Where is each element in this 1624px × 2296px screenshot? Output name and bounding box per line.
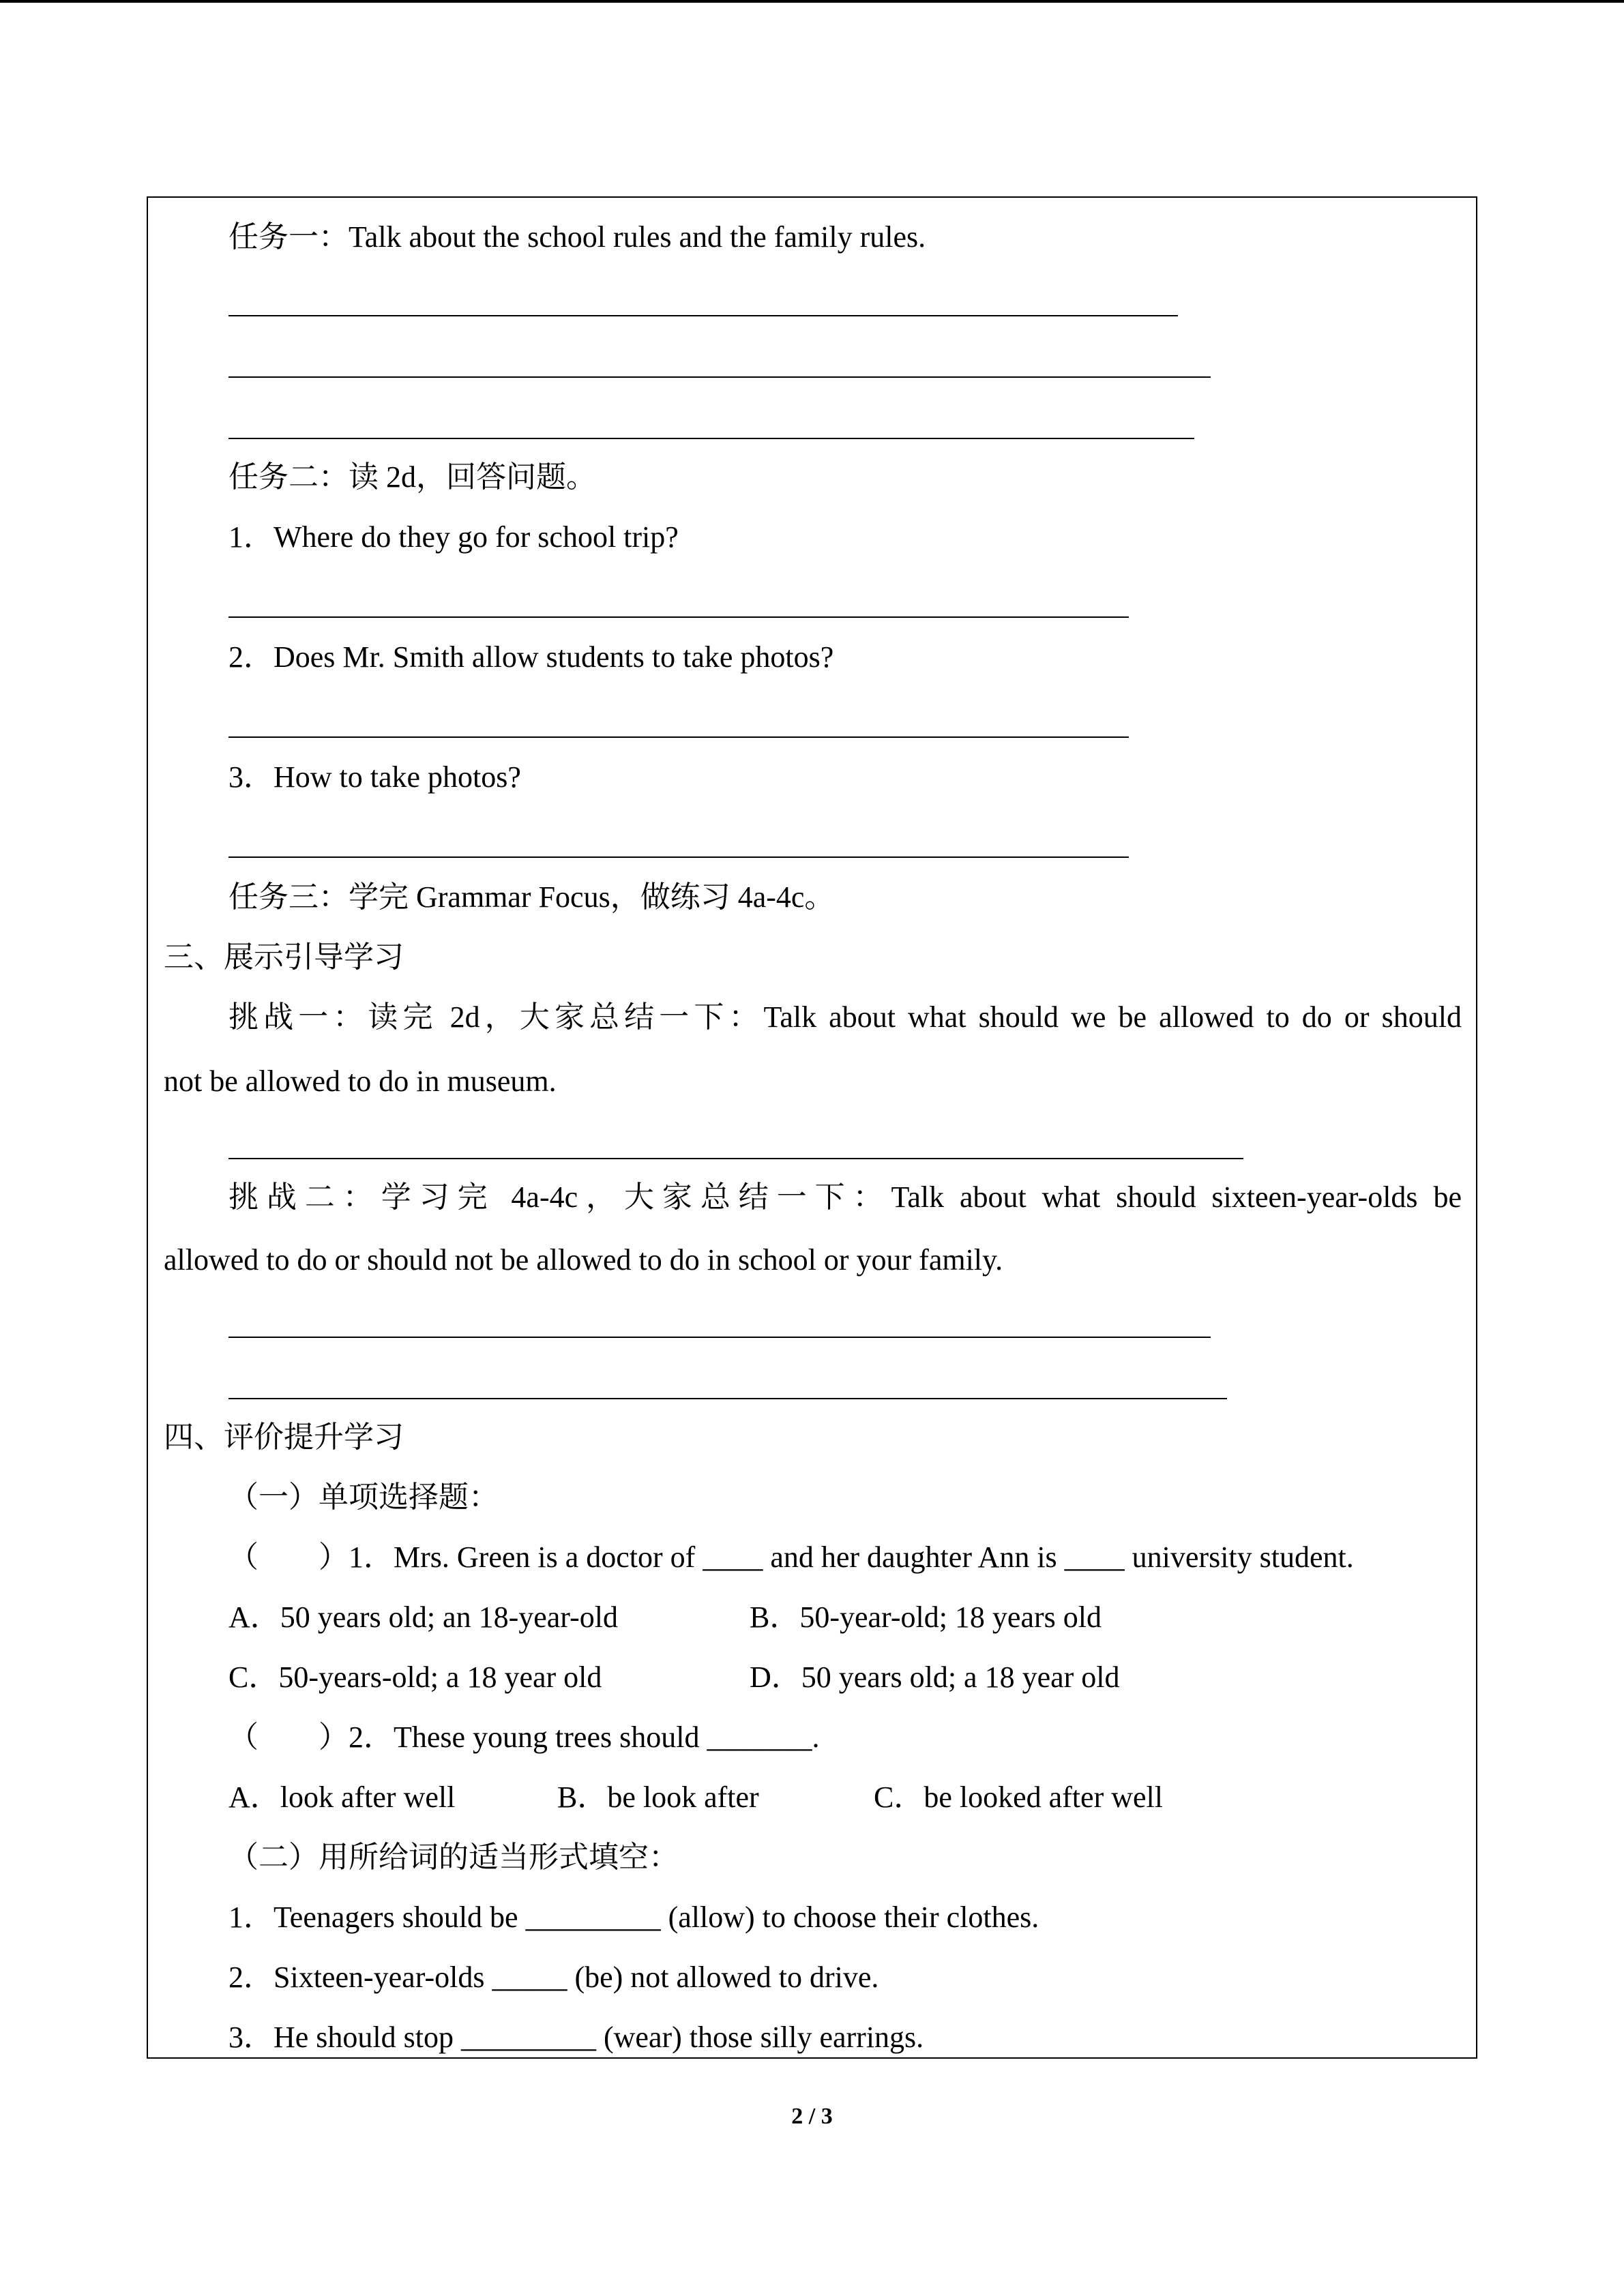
- task2-question-3: 3．How to take photos?: [228, 760, 521, 794]
- answer-blank-line[interactable]: [228, 1337, 1211, 1338]
- challenge1-text-line1: 挑战一：读完 2d，大家总结一下：Talk about what should we be allowed to do or should: [228, 1000, 1462, 1034]
- mc-question-1: （ ）1．Mrs. Green is a doctor of ____ and her daughter Ann is ____ university student.: [228, 1540, 1354, 1574]
- fill-in-question-3: 3．He should stop _________ (wear) those silly earrings.: [228, 2021, 924, 2054]
- multiple-choice-title: （一）单项选择题：: [228, 1480, 499, 1514]
- answer-blank-line[interactable]: [228, 1158, 1243, 1159]
- answer-blank-line[interactable]: [228, 856, 1129, 858]
- top-border-line: [0, 0, 1624, 3]
- mc-q2-option-b[interactable]: B．be look after: [557, 1780, 759, 1814]
- task2-question-2: 2．Does Mr. Smith allow students to take photos?: [228, 640, 834, 674]
- mc-q1-option-d[interactable]: D．50 years old; a 18 year old: [750, 1660, 1120, 1694]
- task3-title: 任务三：学完 Grammar Focus，做练习 4a-4c。: [228, 880, 835, 914]
- answer-blank-line[interactable]: [228, 376, 1211, 378]
- answer-blank-line[interactable]: [228, 616, 1129, 618]
- answer-blank-line[interactable]: [228, 315, 1178, 316]
- mc-q1-option-c[interactable]: C．50-years-old; a 18 year old: [228, 1660, 602, 1694]
- section4-heading: 四、评价提升学习: [164, 1420, 404, 1454]
- answer-blank-line[interactable]: [228, 1398, 1227, 1399]
- mc-q1-option-a[interactable]: A．50 years old; an 18-year-old: [228, 1600, 618, 1634]
- mc-q2-option-a[interactable]: A．look after well: [228, 1780, 456, 1814]
- challenge2-text-line2: allowed to do or should not be allowed to do in school or your family.: [164, 1243, 1003, 1277]
- answer-blank-line[interactable]: [228, 736, 1129, 738]
- fill-in-question-2: 2．Sixteen-year-olds _____ (be) not allowed to drive.: [228, 1960, 879, 1994]
- mc-q1-option-b[interactable]: B．50-year-old; 18 years old: [750, 1600, 1102, 1634]
- section3-heading: 三、展示引导学习: [164, 940, 404, 974]
- answer-blank-line[interactable]: [228, 438, 1194, 439]
- challenge1-text-line2: not be allowed to do in museum.: [164, 1064, 557, 1098]
- fill-in-title: （二）用所给词的适当形式填空：: [228, 1840, 679, 1874]
- mc-question-2: （ ）2．These young trees should _______.: [228, 1720, 820, 1754]
- task2-question-1: 1．Where do they go for school trip?: [228, 520, 679, 554]
- task2-title: 任务二：读 2d，回答问题。: [228, 460, 596, 494]
- challenge2-text-line1: 挑战二：学习完 4a-4c，大家总结一下：Talk about what should sixteen-year-olds be: [228, 1180, 1462, 1214]
- task1-title: 任务一：Talk about the school rules and the family rules.: [228, 220, 926, 254]
- mc-q2-option-c[interactable]: C．be looked after well: [874, 1780, 1163, 1814]
- page-number: 2 / 3: [791, 2104, 833, 2129]
- fill-in-question-1: 1．Teenagers should be _________ (allow) to choose their clothes.: [228, 1900, 1039, 1934]
